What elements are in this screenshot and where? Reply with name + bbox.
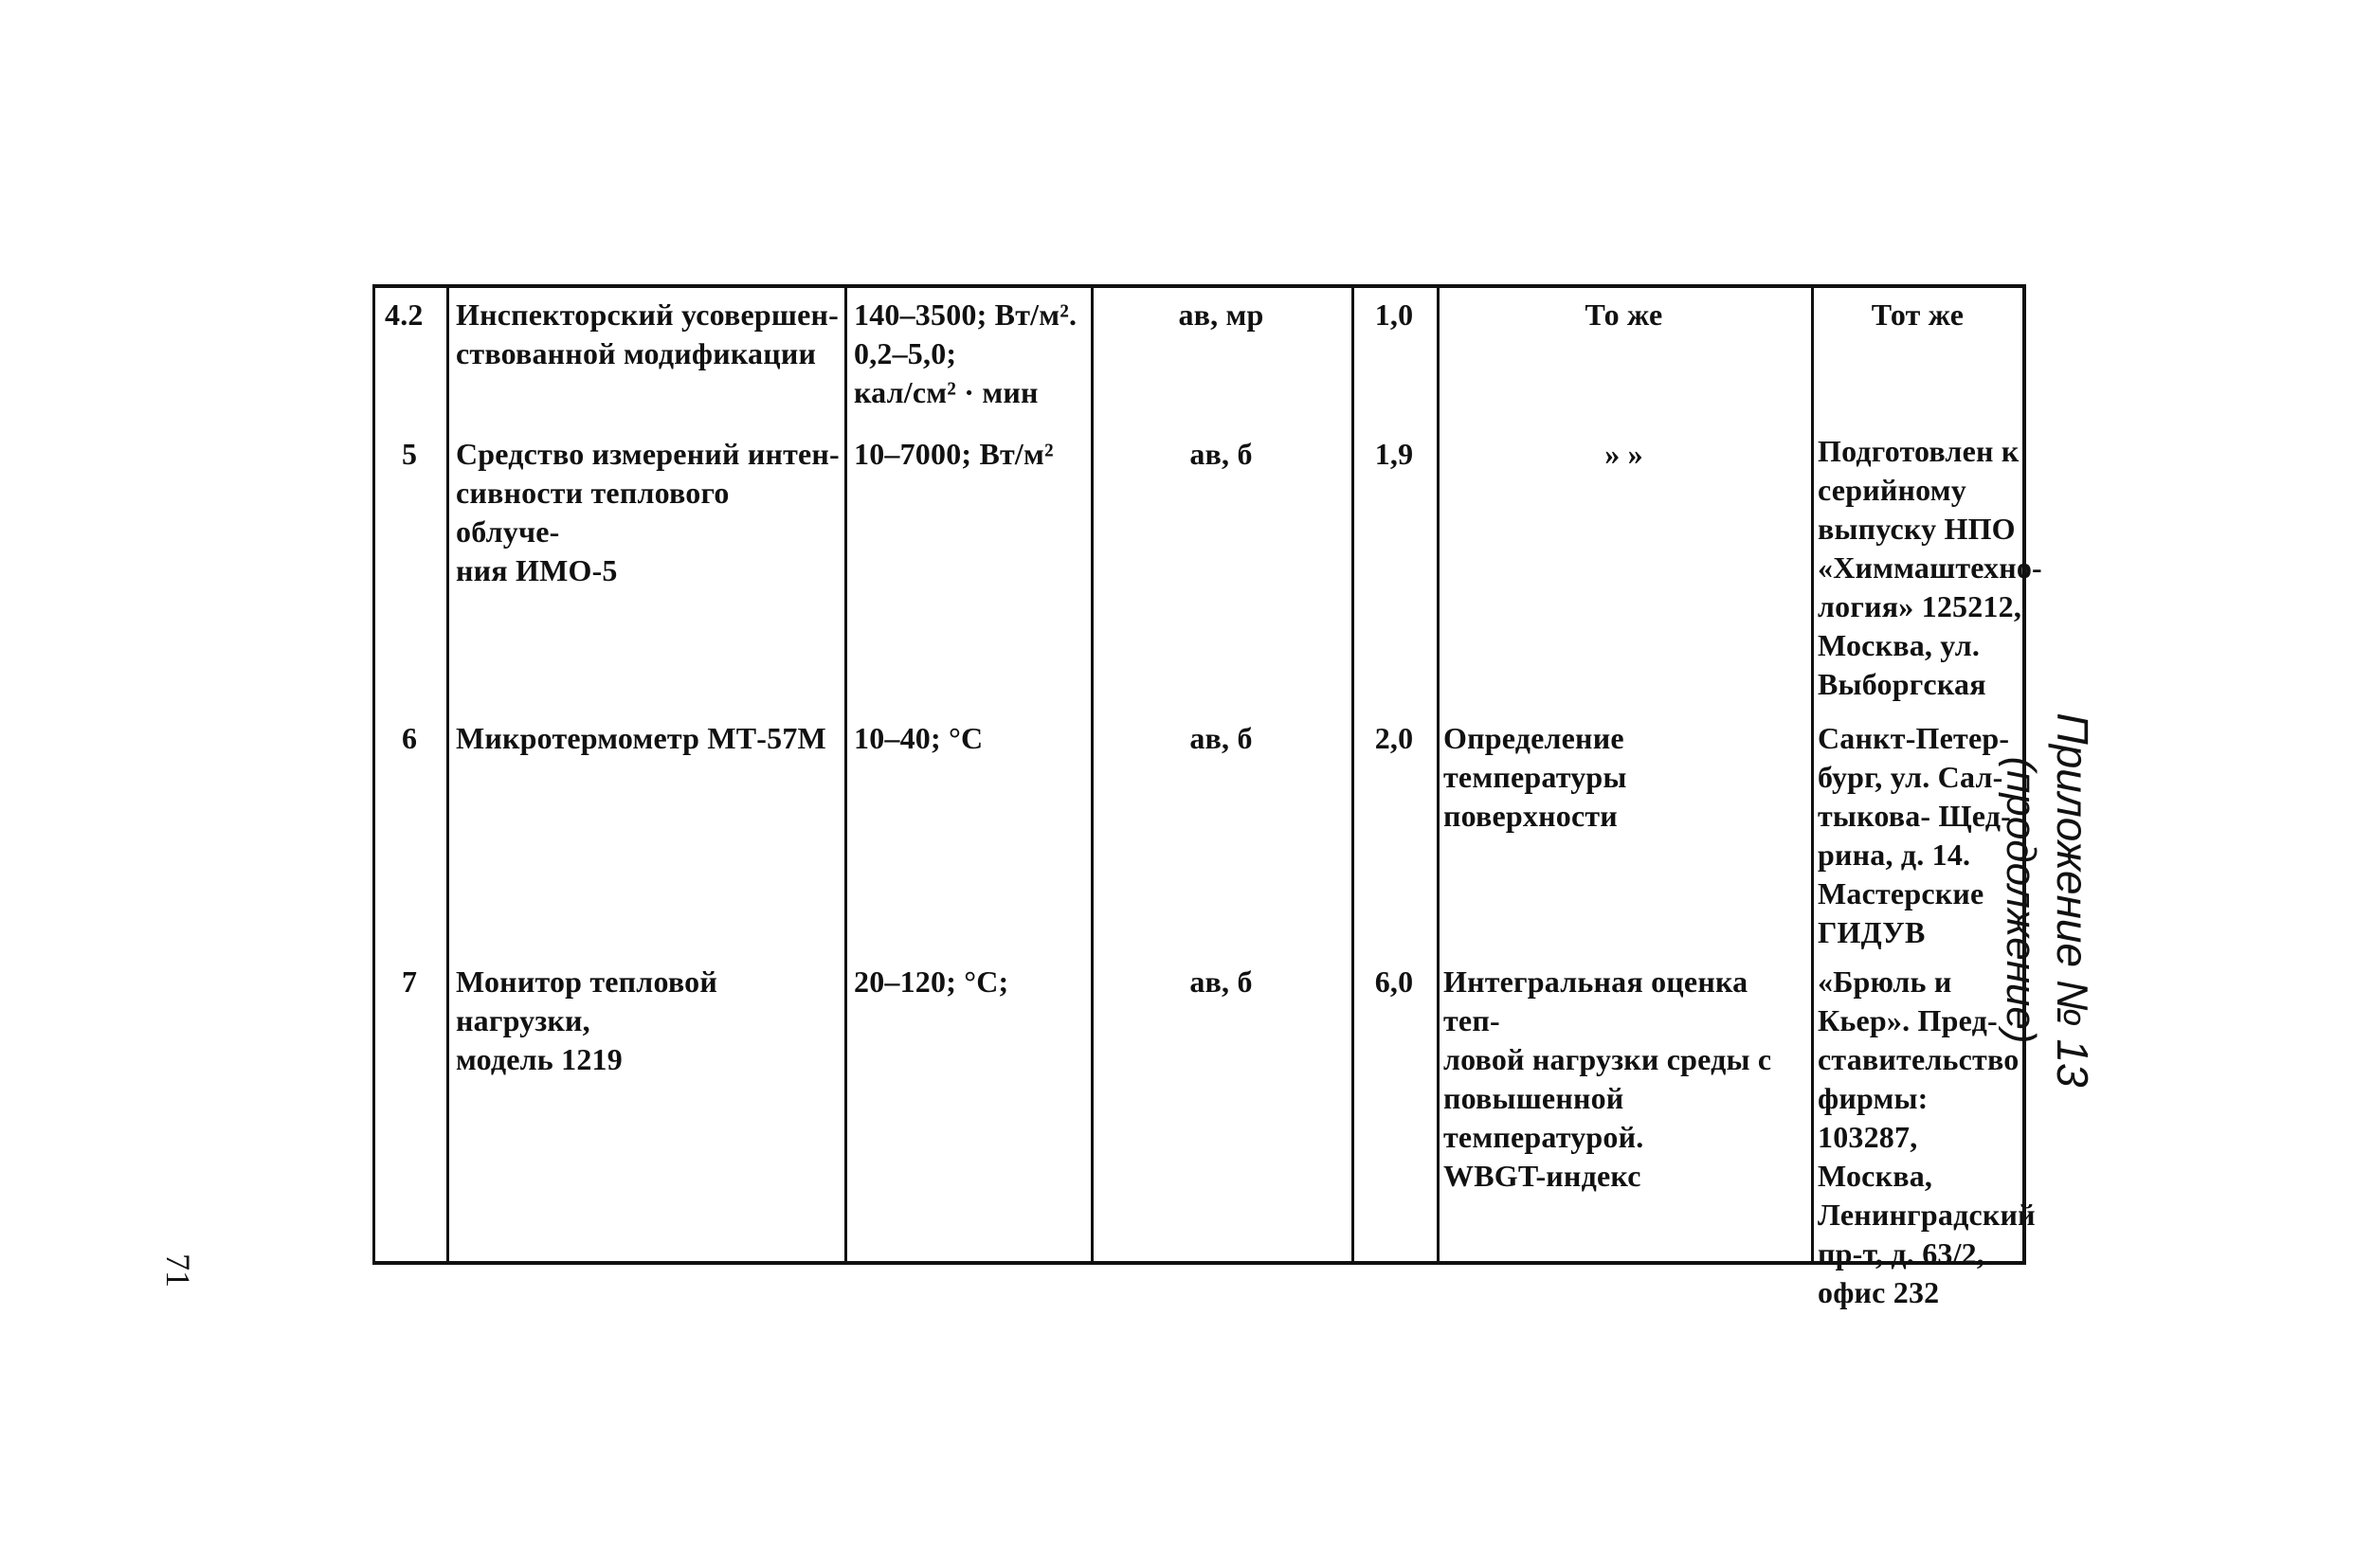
power-type: ав, б <box>1189 721 1253 755</box>
appendix-title <box>1995 673 2099 1127</box>
power-type: ав, б <box>1189 437 1253 471</box>
device-mass: 6,0 <box>1374 964 1414 999</box>
device-purpose: Интегральная оценка теп- ловой нагрузки среды с повышенной температурой. WBGT-индекс <box>1443 964 1772 1193</box>
power-type: ав, мр <box>1178 297 1264 332</box>
row-number: 6 <box>402 721 418 755</box>
device-mass: 1,0 <box>1374 297 1414 332</box>
device-mass: 2,0 <box>1374 721 1414 755</box>
manufacturer: Подготовлен к серийному выпуску НПО «Химмаштехно- логия» 125212, Москва, ул. Выборгская <box>1818 434 2042 701</box>
column-divider <box>1091 288 1094 1261</box>
appendix-subheading: (продолжение) <box>1998 756 2044 1044</box>
device-purpose: » » <box>1604 437 1643 471</box>
row-number: 7 <box>402 964 418 999</box>
column-divider <box>844 288 847 1261</box>
manufacturer: Тот же <box>1871 297 1965 332</box>
device-name: Монитор тепловой нагрузки, модель 1219 <box>456 964 717 1076</box>
device-purpose: То же <box>1585 297 1663 332</box>
measurement-range: 140–3500; Вт/м². 0,2–5,0; кал/см² · мин <box>854 297 1078 409</box>
device-purpose: Определение температуры поверхности <box>1443 721 1627 833</box>
column-divider <box>446 288 449 1261</box>
device-name: Инспекторский усовершен- ствованной модификации <box>456 297 840 370</box>
appendix-heading: Приложение № 13 <box>2048 712 2097 1088</box>
column-divider <box>1351 288 1354 1261</box>
equipment-table <box>372 284 2042 1309</box>
device-mass: 1,9 <box>1374 437 1414 471</box>
manufacturer: «Брюль и Кьер». Пред- ставительство фирмы: 103287, Москва, Ленинградский пр-т, д. 63/2, офис 232 <box>1818 964 2036 1309</box>
device-name: Средство измерений интен- сивности теплового облуче- ния ИМО-5 <box>456 437 840 587</box>
power-type: ав, б <box>1189 964 1253 999</box>
manufacturer: Санкт-Петер- бург, ул. Сал- тыкова- Щед- рина, д. 14. Мастерские ГИДУВ <box>1818 721 2012 949</box>
device-name: Микротермометр МТ-57М <box>456 721 826 755</box>
row-number: 5 <box>402 437 418 471</box>
page-number: 71 <box>159 1253 197 1288</box>
column-divider <box>1811 288 1814 1261</box>
column-divider <box>1437 288 1440 1261</box>
measurement-range: 10–7000; Вт/м² <box>854 437 1054 471</box>
measurement-range: 10–40; °C <box>854 721 984 755</box>
row-number: 4.2 <box>385 297 424 332</box>
measurement-range: 20–120; °C; <box>854 964 1009 999</box>
